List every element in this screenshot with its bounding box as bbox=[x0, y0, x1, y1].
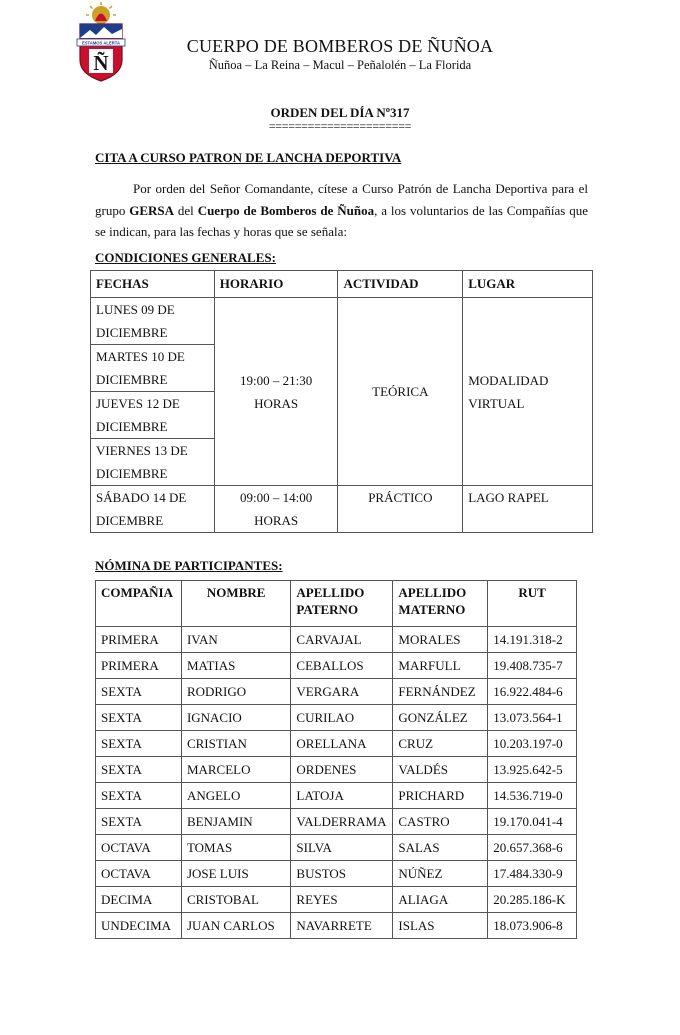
company-cell: UNDECIMA bbox=[96, 913, 182, 939]
rut-cell: 19.170.041-4 bbox=[488, 809, 577, 835]
company-cell: PRIMERA bbox=[96, 653, 182, 679]
first-name-cell: MATIAS bbox=[181, 653, 290, 679]
schedule-cell: 19:00 – 21:30 HORAS bbox=[214, 298, 338, 486]
participant-row bbox=[96, 913, 577, 939]
header-fechas: FECHAS bbox=[91, 271, 215, 298]
rut-cell: 13.925.642-5 bbox=[488, 757, 577, 783]
header-apellido-paterno: APELLIDO PATERNO bbox=[291, 581, 393, 627]
date-cell: SÁBADO 14 DE DICEMBRE bbox=[91, 486, 215, 533]
participant-row bbox=[96, 809, 577, 835]
conditions-row bbox=[91, 486, 593, 533]
date-cell: MARTES 10 DE DICIEMBRE bbox=[91, 345, 215, 392]
conditions-row bbox=[91, 298, 593, 345]
conditions-table bbox=[90, 270, 593, 533]
para-part-2: del bbox=[174, 202, 198, 218]
paternal-surname-cell: ORELLANA bbox=[291, 731, 393, 757]
rut-cell: 17.484.330-9 bbox=[488, 861, 577, 887]
header-lugar: LUGAR bbox=[463, 271, 593, 298]
first-name-cell: TOMAS bbox=[181, 835, 290, 861]
company-cell: DECIMA bbox=[96, 887, 182, 913]
crest-letter: Ñ bbox=[93, 51, 109, 75]
crest-ribbon-text: ESTAMOS ALERTA bbox=[81, 40, 121, 46]
participant-row bbox=[96, 887, 577, 913]
maternal-surname-cell: VALDÉS bbox=[393, 757, 488, 783]
participant-row bbox=[96, 627, 577, 653]
rut-cell: 14.191.318-2 bbox=[488, 627, 577, 653]
first-name-cell: RODRIGO bbox=[181, 679, 290, 705]
participant-row bbox=[96, 757, 577, 783]
org-communes: Ñuñoa – La Reina – Macul – Peñalolén – La Florida bbox=[208, 58, 472, 72]
participant-row bbox=[96, 783, 577, 809]
maternal-surname-cell: PRICHARD bbox=[393, 783, 488, 809]
paternal-surname-cell: CARVAJAL bbox=[291, 627, 393, 653]
maternal-surname-cell: NÚÑEZ bbox=[393, 861, 488, 887]
header-compania: COMPAÑIA bbox=[96, 581, 182, 627]
maternal-surname-cell: MARFULL bbox=[393, 653, 488, 679]
paternal-surname-cell: ORDENES bbox=[291, 757, 393, 783]
rut-cell: 14.536.719-0 bbox=[488, 783, 577, 809]
place-cell: LAGO RAPEL bbox=[463, 486, 593, 533]
rut-cell: 20.657.368-6 bbox=[488, 835, 577, 861]
participants-heading: NÓMINA DE PARTICIPANTES: bbox=[95, 558, 283, 573]
fire-department-crest-icon bbox=[74, 2, 128, 84]
rut-cell: 20.285.186-K bbox=[488, 887, 577, 913]
participant-row bbox=[96, 835, 577, 861]
company-cell: OCTAVA bbox=[96, 835, 182, 861]
participants-table bbox=[95, 580, 577, 939]
paternal-surname-cell: BUSTOS bbox=[291, 861, 393, 887]
paternal-surname-cell: VALDERRAMA bbox=[291, 809, 393, 835]
order-rule: ====================== bbox=[268, 119, 412, 133]
company-cell: SEXTA bbox=[96, 679, 182, 705]
first-name-cell: IVAN bbox=[181, 627, 290, 653]
date-cell: VIERNES 13 DE DICIEMBRE bbox=[91, 439, 215, 486]
para-part-3: , a los voluntarios de las Compañías que se indican, para las fechas y horas que se señala: bbox=[95, 202, 588, 239]
group-name: GERSA bbox=[129, 202, 175, 218]
paternal-surname-cell: NAVARRETE bbox=[291, 913, 393, 939]
paternal-surname-cell: REYES bbox=[291, 887, 393, 913]
header-nombre: NOMBRE bbox=[181, 581, 290, 627]
paternal-surname-cell: VERGARA bbox=[291, 679, 393, 705]
participant-row bbox=[96, 705, 577, 731]
header-actividad: ACTIVIDAD bbox=[338, 271, 463, 298]
first-name-cell: MARCELO bbox=[181, 757, 290, 783]
org-name-bold: Cuerpo de Bomberos de Ñuñoa bbox=[197, 202, 375, 218]
company-cell: SEXTA bbox=[96, 783, 182, 809]
paternal-surname-cell: LATOJA bbox=[291, 783, 393, 809]
date-cell: LUNES 09 DE DICIEMBRE bbox=[91, 298, 215, 345]
maternal-surname-cell: GONZÁLEZ bbox=[393, 705, 488, 731]
course-paragraph bbox=[95, 178, 588, 243]
schedule-cell: 09:00 – 14:00 HORAS bbox=[214, 486, 338, 533]
rut-cell: 16.922.484-6 bbox=[488, 679, 577, 705]
first-name-cell: BENJAMIN bbox=[181, 809, 290, 835]
maternal-surname-cell: FERNÁNDEZ bbox=[393, 679, 488, 705]
rut-cell: 18.073.906-8 bbox=[488, 913, 577, 939]
participant-row bbox=[96, 679, 577, 705]
order-title: ORDEN DEL DÍA Nº317 bbox=[270, 105, 410, 120]
maternal-surname-cell: SALAS bbox=[393, 835, 488, 861]
participant-row bbox=[96, 653, 577, 679]
company-cell: PRIMERA bbox=[96, 627, 182, 653]
company-cell: SEXTA bbox=[96, 731, 182, 757]
first-name-cell: CRISTIAN bbox=[181, 731, 290, 757]
first-name-cell: ANGELO bbox=[181, 783, 290, 809]
maternal-surname-cell: ALIAGA bbox=[393, 887, 488, 913]
paternal-surname-cell: CURILAO bbox=[291, 705, 393, 731]
activity-cell: PRÁCTICO bbox=[338, 486, 463, 533]
company-cell: SEXTA bbox=[96, 809, 182, 835]
place-cell: MODALIDAD VIRTUAL bbox=[463, 298, 593, 486]
rut-cell: 13.073.564-1 bbox=[488, 705, 577, 731]
paternal-surname-cell: SILVA bbox=[291, 835, 393, 861]
para-part-1: Por orden del Señor Comandante, cítese a Curso Patrón de Lancha Deportiva para el grupo bbox=[95, 181, 588, 218]
conditions-header-row bbox=[91, 271, 593, 298]
rut-cell: 19.408.735-7 bbox=[488, 653, 577, 679]
company-cell: SEXTA bbox=[96, 757, 182, 783]
header-rut: RUT bbox=[488, 581, 577, 627]
maternal-surname-cell: CRUZ bbox=[393, 731, 488, 757]
first-name-cell: CRISTOBAL bbox=[181, 887, 290, 913]
activity-cell: TEÓRICA bbox=[338, 298, 463, 486]
company-cell: OCTAVA bbox=[96, 861, 182, 887]
maternal-surname-cell: ISLAS bbox=[393, 913, 488, 939]
first-name-cell: IGNACIO bbox=[181, 705, 290, 731]
first-name-cell: JUAN CARLOS bbox=[181, 913, 290, 939]
crest-sun bbox=[86, 2, 116, 24]
participants-header-row bbox=[96, 581, 577, 627]
company-cell: SEXTA bbox=[96, 705, 182, 731]
maternal-surname-cell: CASTRO bbox=[393, 809, 488, 835]
header-apellido-materno: APELLIDO MATERNO bbox=[393, 581, 488, 627]
first-name-cell: JOSE LUIS bbox=[181, 861, 290, 887]
org-name: CUERPO DE BOMBEROS DE ÑUÑOA bbox=[186, 36, 494, 56]
course-heading: CITA A CURSO PATRON DE LANCHA DEPORTIVA bbox=[95, 150, 402, 165]
conditions-heading: CONDICIONES GENERALES: bbox=[95, 250, 276, 265]
maternal-surname-cell: MORALES bbox=[393, 627, 488, 653]
participant-row bbox=[96, 731, 577, 757]
header-horario: HORARIO bbox=[214, 271, 338, 298]
participant-row bbox=[96, 861, 577, 887]
paternal-surname-cell: CEBALLOS bbox=[291, 653, 393, 679]
rut-cell: 10.203.197-0 bbox=[488, 731, 577, 757]
date-cell: JUEVES 12 DE DICIEMBRE bbox=[91, 392, 215, 439]
